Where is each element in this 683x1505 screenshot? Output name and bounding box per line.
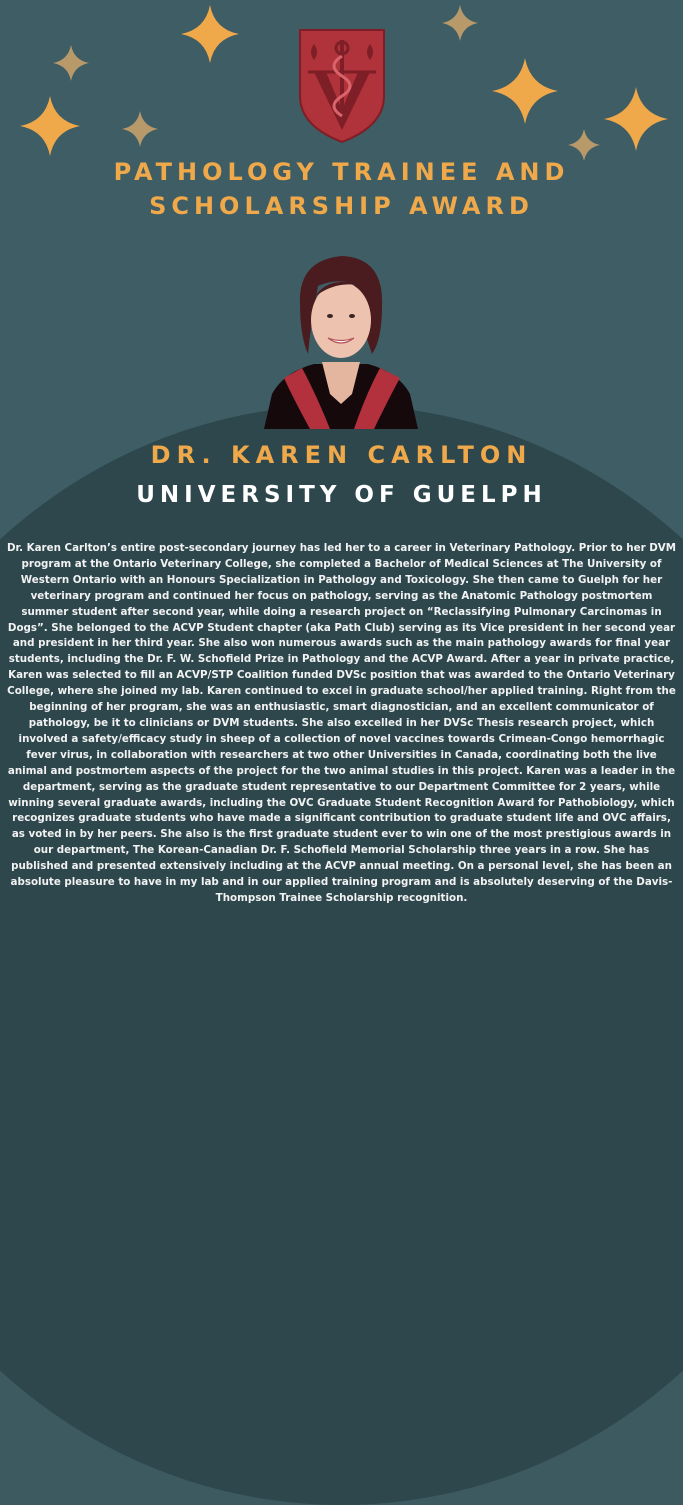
portrait-photo <box>264 244 418 429</box>
crest-logo-icon <box>296 26 388 144</box>
sparkle-star-icon <box>53 45 89 81</box>
award-title-line1: PATHOLOGY TRAINEE AND <box>113 158 570 186</box>
award-title-line2: SCHOLARSHIP AWARD <box>149 192 534 220</box>
sparkle-star-icon <box>492 58 558 124</box>
sparkle-star-icon <box>20 96 80 156</box>
sparkle-star-icon <box>604 87 668 151</box>
sparkle-star-icon <box>122 111 158 147</box>
sparkle-star-icon <box>442 5 478 41</box>
sparkle-star-icon <box>181 5 239 63</box>
recipient-name: DR. KAREN CARLTON <box>150 441 533 469</box>
recipient-bio: Dr. Karen Carlton’s entire post-secondary journey has led her to a career in Veterinary Pathology. Prior to her DVM program at the Ontario Veterinary College, she completed a Bachelor of Medical Sciences at The University of Western Ontario with an Honours Specialization in Pathology and Toxicology. She then came to Guelph for her veterinary program and continued her focus on pathology, serving as the Anatomic Pathology postmortem summer student after second year, while doing a research project on “Reclassifying Pulmonary Carcinomas in Dogs”. She belonged to the ACVP Student chapter (aka Path Club) serving as its Vice president in her second year and president in her third year. She also won numerous awards such as the main pathology awards for final year students, including the Dr. F. W. Schofield Prize in Pathology and the ACVP Award. After a year in private practice, Karen was selected to fill an ACVP/STP Coalition funded DVSc position that was awarded to the Ontario Veterinary College, where she joined my lab. Karen continued to excel in graduate school/her applied training. Right from the beginning of her program, she was an enthusiastic, smart diagnostician, and an excellent communicator of pathology, be it to clinicians or DVM students. She also excelled in her DVSc Thesis research project, which involved a safety/efficacy study in sheep of a collection of novel vaccines towards Crimean-Congo hemorrhagic fever virus, in collaboration with researchers at two other Universities in Canada, coordinating both the live animal and postmortem aspects of the project for the two animal studies in this project. Karen was a leader in the department, serving as the graduate student representative to our Department Committee for 2 years, while winning several graduate awards, including the OVC Graduate Student Recognition Award for Pathobiology, which recognizes graduate students who have made a significant contribution to graduate student life and OVC affairs, as voted in by her peers. She also is the first graduate student ever to win one of the most prestigious awards in our department, The Korean-Canadian Dr. F. Schofield Memorial Scholarship three years in a row. She has published and presented extensively including at the ACVP annual meeting. On a personal level, she has been an absolute pleasure to have in my lab and in our applied training program and is absolutely deserving of the Davis-Thompson Trainee Scholarship recognition. <box>6 542 677 904</box>
recipient-institution: UNIVERSITY OF GUELPH <box>136 482 547 508</box>
